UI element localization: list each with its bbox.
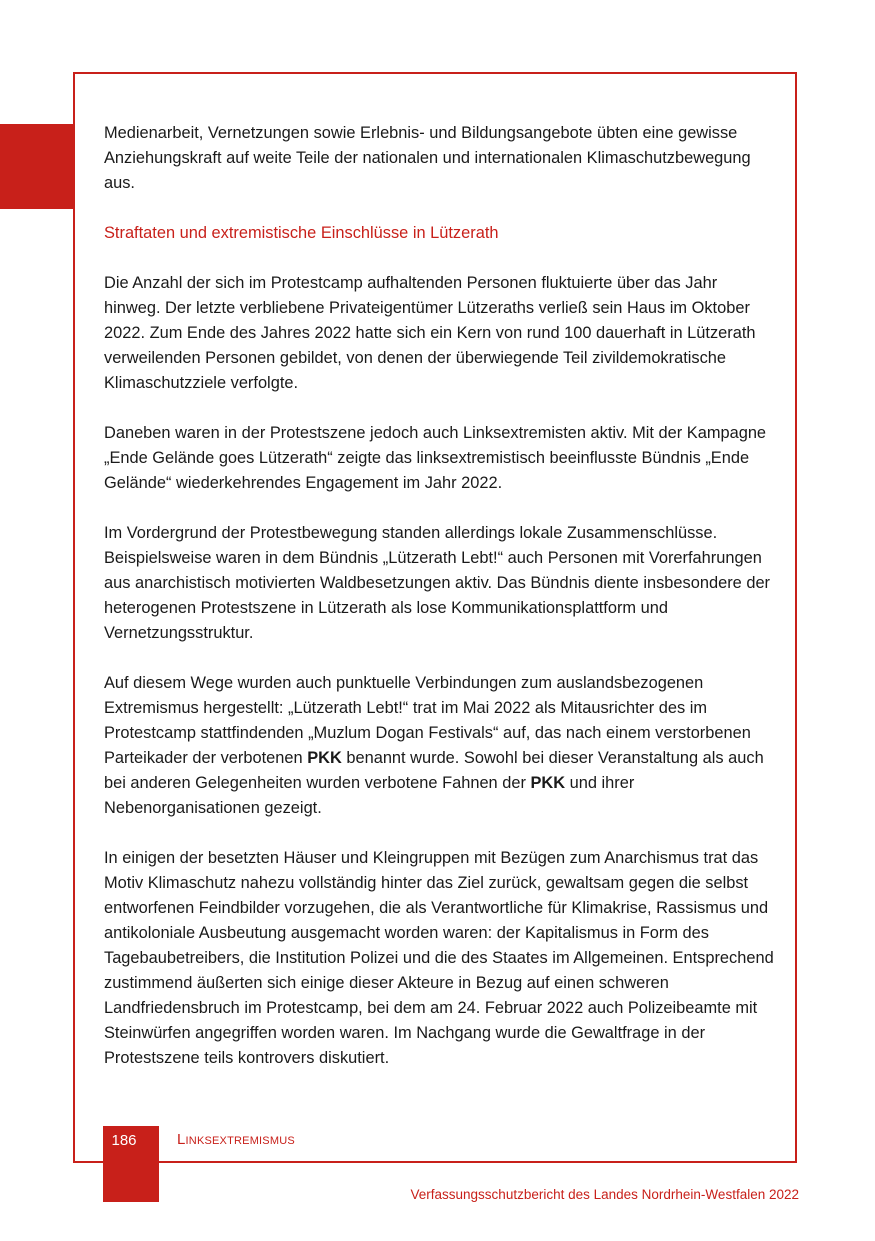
pkk-term: PKK xyxy=(530,774,566,792)
paragraph xyxy=(104,671,776,821)
footer-title: Verfassungsschutzbericht des Landes Nordrhein-Westfalen 2022 xyxy=(410,1187,799,1202)
pkk-term: PKK xyxy=(307,749,342,767)
text-run: und ihrer Nebenorganisationen gezeigt. xyxy=(104,774,635,817)
paragraph: In einigen der besetzten Häuser und Kleingruppen mit Bezügen zum Anarchismus trat das Motiv Klimaschutz nahezu vollständig hinter das Ziel zurück, gewaltsam gegen die selbst entworfenen Feindbilder vorzugehen, die als Verantwortliche für Klimakrise, Rassismus und antikoloniale Ausbeutung ausgemacht worden waren: der Kapitalismus in Form des Tagebaubetreibers, die Institution Polizei und die des Staates im Allgemeinen. Entsprechend zustimmend äußerten sich einige dieser Akteure in Bezug auf einen schweren Landfriedensbruch im Protestcamp, bei dem am 24. Februar 2022 auch Polizeibeamte mit Steinwürfen angegriffen worden waren. Im Nachgang wurde die Gewaltfrage in der Protestszene teils kontrovers diskutiert. xyxy=(104,849,774,1067)
side-marker xyxy=(0,124,73,209)
page-number: 186 xyxy=(111,1132,137,1149)
paragraph: Im Vordergrund der Protestbewegung standen allerdings lokale Zusammenschlüsse. Beispielsweise waren in dem Bündnis „Lützerath Lebt!“ auch Personen mit Vorerfahrungen aus anarchistisch motivierten Waldbesetzungen aktiv. Das Bündnis diente insbesondere der heterogenen Protestszene in Lützerath als lose Kommunikationsplattform und Vernetzungsstruktur. xyxy=(104,524,771,642)
paragraph: Medienarbeit, Vernetzungen sowie Erlebnis- und Bildungsangebote übten eine gewisse Anziehungskraft auf weite Teile der nationalen und internationalen Klimaschutzbewegung aus. xyxy=(104,124,751,192)
section-heading: Straftaten und extremistische Einschlüsse in Lützerath xyxy=(104,224,499,242)
section-label: Linksextremismus xyxy=(177,1131,295,1148)
text-run: Auf diesem Wege wurden auch punktuelle Verbindungen zum auslandsbezogenen Extremismus hergestellt: „Lützerath Lebt!“ trat im Mai 2022 als Mitausrichter des im Protestcamp stattfindenden „Muzlum Dogan Festivals“ auf, das nach einem verstorbenen Parteikader der verbotenen xyxy=(104,674,751,767)
page-number-box xyxy=(103,1126,159,1202)
paragraph: Die Anzahl der sich im Protestcamp aufhaltenden Personen fluktuierte über das Jahr hinweg. Der letzte verbliebene Privateigentümer Lützeraths verließ sein Haus im Oktober 2022. Zum Ende des Jahres 2022 hatte sich ein Kern von rund 100 dauerhaft in Lützerath verweilenden Personen gebildet, von denen der überwiegende Teil zivildemokratische Klimaschutzziele verfolgte. xyxy=(104,274,756,392)
body-text xyxy=(104,121,776,1071)
paragraph: Daneben waren in der Protestszene jedoch auch Linksextremisten aktiv. Mit der Kampagne „Ende Gelände goes Lützerath“ zeigte das linksextremistisch beeinflusste Bündnis „Ende Gelände“ wiederkehrendes Engagement im Jahr 2022. xyxy=(104,424,767,492)
text-run: benannt wurde. Sowohl bei dieser Veranstaltung als auch bei anderen Gelegenheiten wurden verbotene Fahnen der xyxy=(104,749,764,792)
